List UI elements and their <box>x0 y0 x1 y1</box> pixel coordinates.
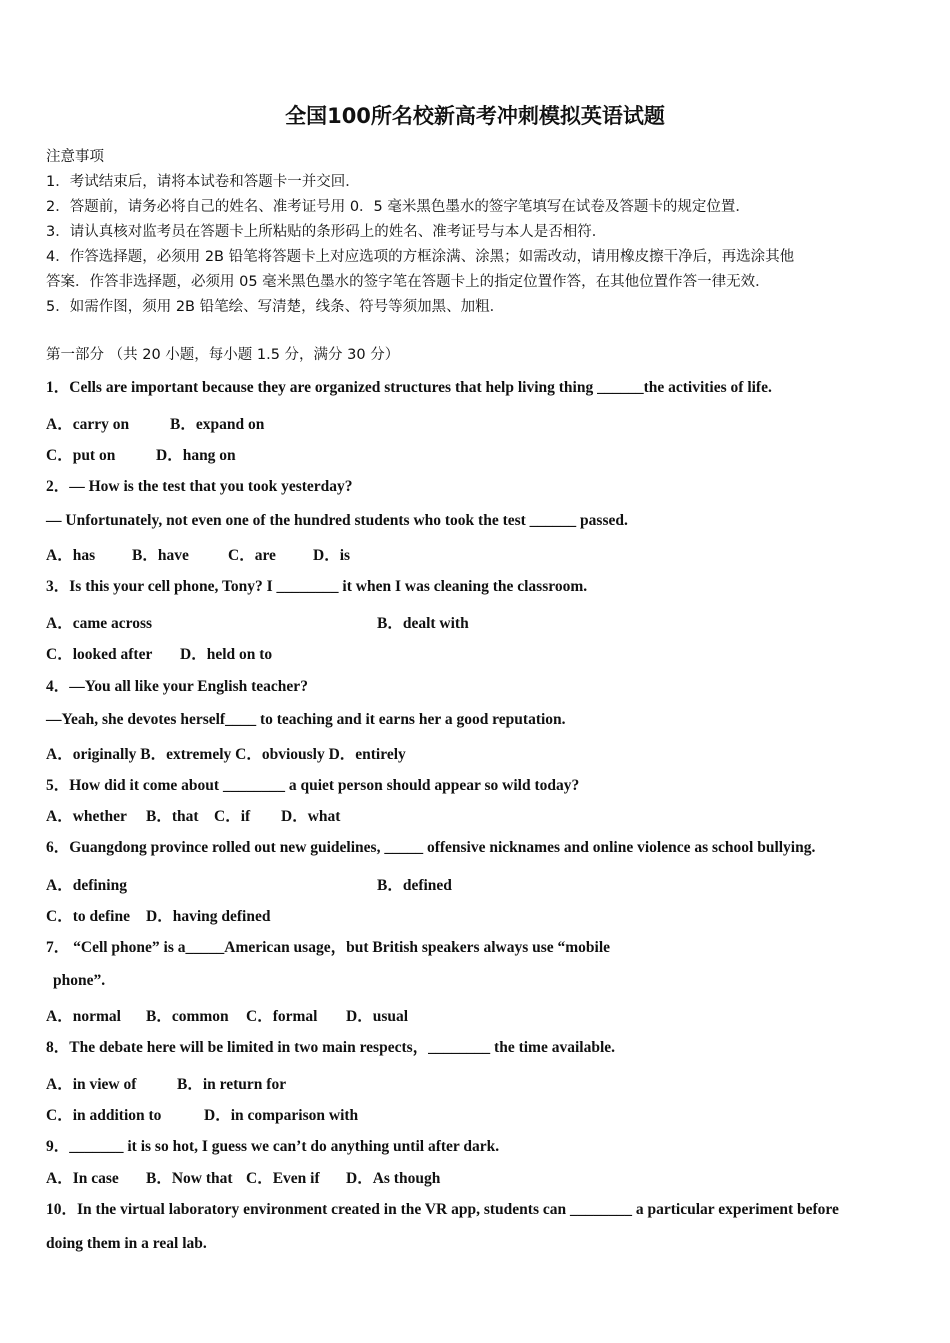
notice-item: 5．如需作图，须用 2B 铅笔绘、写清楚，线条、符号等须加黑、加粗． <box>46 299 505 315</box>
option-a: A．came across <box>46 615 153 632</box>
option-c: C．formal <box>246 1008 318 1025</box>
notice-item: 4．作答选择题，必须用 2B 铅笔将答题卡上对应选项的方框涂满、涂黑；如需改动，请用橡皮擦干净后，再选涂其他 <box>46 249 795 265</box>
option-b: B．have <box>132 547 189 564</box>
option-d: D．what <box>281 808 341 825</box>
option-a: A．whether <box>46 808 127 825</box>
option-c: C．looked after <box>46 646 153 663</box>
option-b: B．expand on <box>170 416 265 433</box>
option-a: A．has <box>46 547 96 564</box>
option-a: A．in view of <box>46 1076 137 1093</box>
option-d: D．usual <box>346 1008 409 1025</box>
options-line: A．originally B．extremely C．obviously D．entirely <box>46 746 406 763</box>
option-b: B．dealt with <box>377 615 469 632</box>
option-b: B．defined <box>377 877 452 894</box>
notice-item: 1．考试结束后，请将本试卷和答题卡一并交回． <box>46 174 360 190</box>
question-stem-line2: —Yeah, she devotes herself____ to teaching and it earns her a good reputation. <box>46 711 566 728</box>
question-stem: 1．Cells are important because they are organized structures that help living thing ______the activities of life. <box>46 379 772 396</box>
notice-item: 3．请认真核对监考员在答题卡上所粘贴的条形码上的姓名、准考证号与本人是否相符． <box>46 224 607 240</box>
option-b: B．Now that <box>146 1170 233 1187</box>
question-stem: 6．Guangdong province rolled out new guidelines, _____ offensive nicknames and online violence as school bullying. <box>46 839 816 856</box>
question-stem: 8．The debate here will be limited in two main respects，________ the time available. <box>46 1039 616 1056</box>
option-c: C．are <box>228 547 276 564</box>
question-stem-line2: doing them in a real lab. <box>46 1235 207 1252</box>
question-stem-line2: phone”. <box>53 972 106 989</box>
option-b: B．that <box>146 808 199 825</box>
option-b: B．common <box>146 1008 229 1025</box>
notice-item: 2．答题前，请务必将自己的姓名、准考证号用 0．5 毫米黑色墨水的签字笔填写在试卷及答题卡的规定位置． <box>46 199 750 215</box>
option-b: B．in return for <box>177 1076 287 1093</box>
question-stem: 3．Is this your cell phone, Tony? I ________ it when I was cleaning the classroom. <box>46 578 588 595</box>
question-stem: 2．— How is the test that you took yesterday? <box>46 478 353 495</box>
option-d: D．having defined <box>146 908 271 925</box>
option-c: C．put on <box>46 447 116 464</box>
option-c: C．if <box>214 808 251 825</box>
option-a: A．carry on <box>46 416 130 433</box>
notice-item: 答案．作答非选择题，必须用 05 毫米黑色墨水的签字笔在答题卡上的指定位置作答，在其他位置作答一律无效． <box>46 274 770 290</box>
option-d: D．held on to <box>180 646 273 663</box>
question-stem: 9．_______ it is so hot, I guess we can’t do anything until after dark. <box>46 1138 500 1155</box>
notice-heading: 注意事项 <box>46 149 104 165</box>
option-d: D．is <box>313 547 351 564</box>
option-a: A．In case <box>46 1170 119 1187</box>
option-a: A．normal <box>46 1008 121 1025</box>
option-d: D．in comparison with <box>204 1107 359 1124</box>
question-stem: 5．How did it come about ________ a quiet person should appear so wild today? <box>46 777 580 794</box>
question-stem: 4．—You all like your English teacher? <box>46 678 308 695</box>
option-d: D．hang on <box>156 447 236 464</box>
question-stem-line2: — Unfortunately, not even one of the hundred students who took the test ______ passed. <box>46 512 628 529</box>
option-c: C．in addition to <box>46 1107 162 1124</box>
option-a: A．defining <box>46 877 127 894</box>
question-stem: 7． “Cell phone” is a_____American usage，but British speakers always use “mobile <box>46 939 611 956</box>
option-c: C．Even if <box>246 1170 320 1187</box>
option-c: C．to define <box>46 908 130 925</box>
page-title: 全国100所名校新高考冲刺模拟英语试题 <box>285 104 665 128</box>
option-d: D．As though <box>346 1170 441 1187</box>
section-heading: 第一部分 （共 20 小题，每小题 1.5 分，满分 30 分） <box>46 347 400 363</box>
question-stem: 10．In the virtual laboratory environment created in the VR app, students can ________ a particular experiment before <box>46 1201 839 1218</box>
